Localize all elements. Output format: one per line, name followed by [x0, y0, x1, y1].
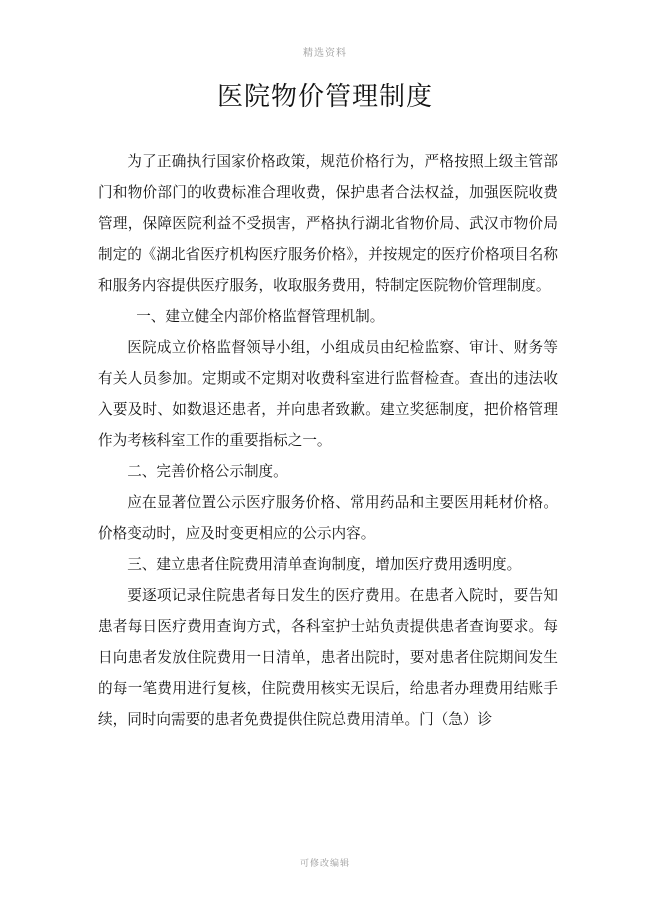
section-paragraph-2: 应在显著位置公示医疗服务价格、常用药品和主要医用耗材价格。价格变动时，应及时变更相应的公示内容。: [98, 494, 558, 542]
document-body: [98, 146, 558, 735]
section-paragraph-3: 要逐项记录住院患者每日发生的医疗费用。在患者入院时，要告知患者每日医疗费用查询方式，各科室护士站负责提供患者查询要求。每日向患者发放住院费用一日清单，患者出院时，要对患者住院期间发生的每一笔费用进行复核，住院费用核实无误后，给患者办理费用结账手续，同时向需要的患者免费提供住院总费用清单。门（急）诊: [98, 587, 558, 728]
document-title: 医院物价管理制度: [216, 82, 433, 112]
header-note: 精选资料: [303, 48, 347, 59]
section-paragraph-1: 医院成立价格监督领导小组，小组成员由纪检监察、审计、财务等有关人员参加。定期或不定期对收费科室进行监督检查。查出的违法收入要及时、如数退还患者，并向患者致歉。建立奖惩制度，把价格管理作为考核科室工作的重要指标之一。: [98, 339, 558, 449]
intro-paragraph: 为了正确执行国家价格政策，规范价格行为，严格按照上级主管部门和物价部门的收费标准合理收费，保护患者合法权益，加强医院收费管理，保障医院利益不受损害，严格执行湖北省物价局、武汉市物价局制定的《湖北省医疗机构医疗服务价格》，并按规定的医疗价格项目名称和服务内容提供医疗服务，收取服务费用，特制定医院物价管理制度。: [98, 153, 558, 294]
section-heading-2: 二、完善价格公示制度。: [127, 463, 288, 480]
section-heading-1: 一、建立健全内部价格监督管理机制。: [136, 308, 385, 325]
section-heading-3: 三、建立患者住院费用清单查询制度，增加医疗费用透明度。: [127, 556, 522, 573]
footer-note: 可修改编辑: [299, 859, 350, 869]
